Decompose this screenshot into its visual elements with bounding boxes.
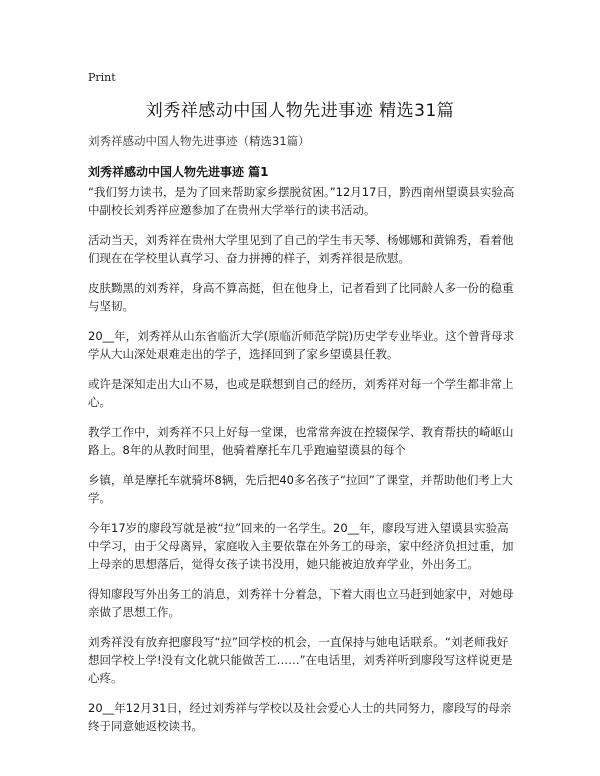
paragraph: 得知廖段写外出务工的消息，刘秀祥十分着急，下着大雨也立马赶到她家中，对她母亲做了思想工作。 xyxy=(88,587,514,619)
subtitle: 刘秀祥感动中国人物先进事迹（精选31篇） xyxy=(88,134,310,148)
paragraph: 刘秀祥没有放弃把廖段写“拉”回学校的机会，一直保持与她电话联系。“刘老师我好想回学校上学!没有文化就只能做苦工……”在电话里，刘秀祥听到廖段写这样说更是心疼。 xyxy=(88,635,513,685)
paragraph: 教学工作中，刘秀祥不只上好每一堂课，也常常奔波在控辍保学、教育帮扶的崎岖山路上。8年的从教时间里，他骑着摩托车几乎跑遍望谟县的每个 xyxy=(88,425,514,457)
section-heading: 刘秀祥感动中国人物先进事迹 篇1 xyxy=(88,165,269,179)
paragraph: 今年17岁的廖段写就是被“拉”回来的一名学生。20__年，廖段写进入望谟县实验高中学习，由于父母离异，家庭收入主要依靠在外务工的母亲，家中经济负担过重，加上母亲的思想落后，觉得女孩子读书没用，她只能被迫放弃学业，外出务工。 xyxy=(88,521,514,571)
paragraph: 皮肤黝黑的刘秀祥，身高不算高挺，但在他身上，记者看到了比同龄人多一份的稳重与坚韧。 xyxy=(88,281,514,313)
paragraph: 或许是深知走出大山不易，也或是联想到自己的经历，刘秀祥对每一个学生都非常上心。 xyxy=(88,377,514,409)
article-body xyxy=(88,183,516,747)
print-label[interactable]: Print xyxy=(88,71,116,84)
paragraph: 乡镇，单是摩托车就骑坏8辆，先后把40多名孩子“拉回”了课堂，并帮助他们考上大学。 xyxy=(88,473,513,505)
paragraph: 20__年，刘秀祥从山东省临沂大学(原临沂师范学院)历史学专业毕业。这个曾背母求学从大山深处艰难走出的学子，选择回到了家乡望谟县任教。 xyxy=(88,329,515,361)
page-title: 刘秀祥感动中国人物先进事迹 精选31篇 xyxy=(145,101,455,121)
paragraph: “我们努力读书，是为了回来帮助家乡摆脱贫困。”12月17日，黔西南州望谟县实验高中副校长刘秀祥应邀参加了在贵州大学举行的读书活动。 xyxy=(88,185,515,217)
paragraph: 活动当天，刘秀祥在贵州大学里见到了自己的学生韦天琴、杨娜娜和黄锦秀，看着他们现在在学校里认真学习、奋力拼搏的样子，刘秀祥很是欣慰。 xyxy=(88,233,514,265)
paragraph: 20__年12月31日，经过刘秀祥与学校以及社会爱心人士的共同努力，廖段写的母亲终于同意她返校读书。 xyxy=(88,701,512,733)
